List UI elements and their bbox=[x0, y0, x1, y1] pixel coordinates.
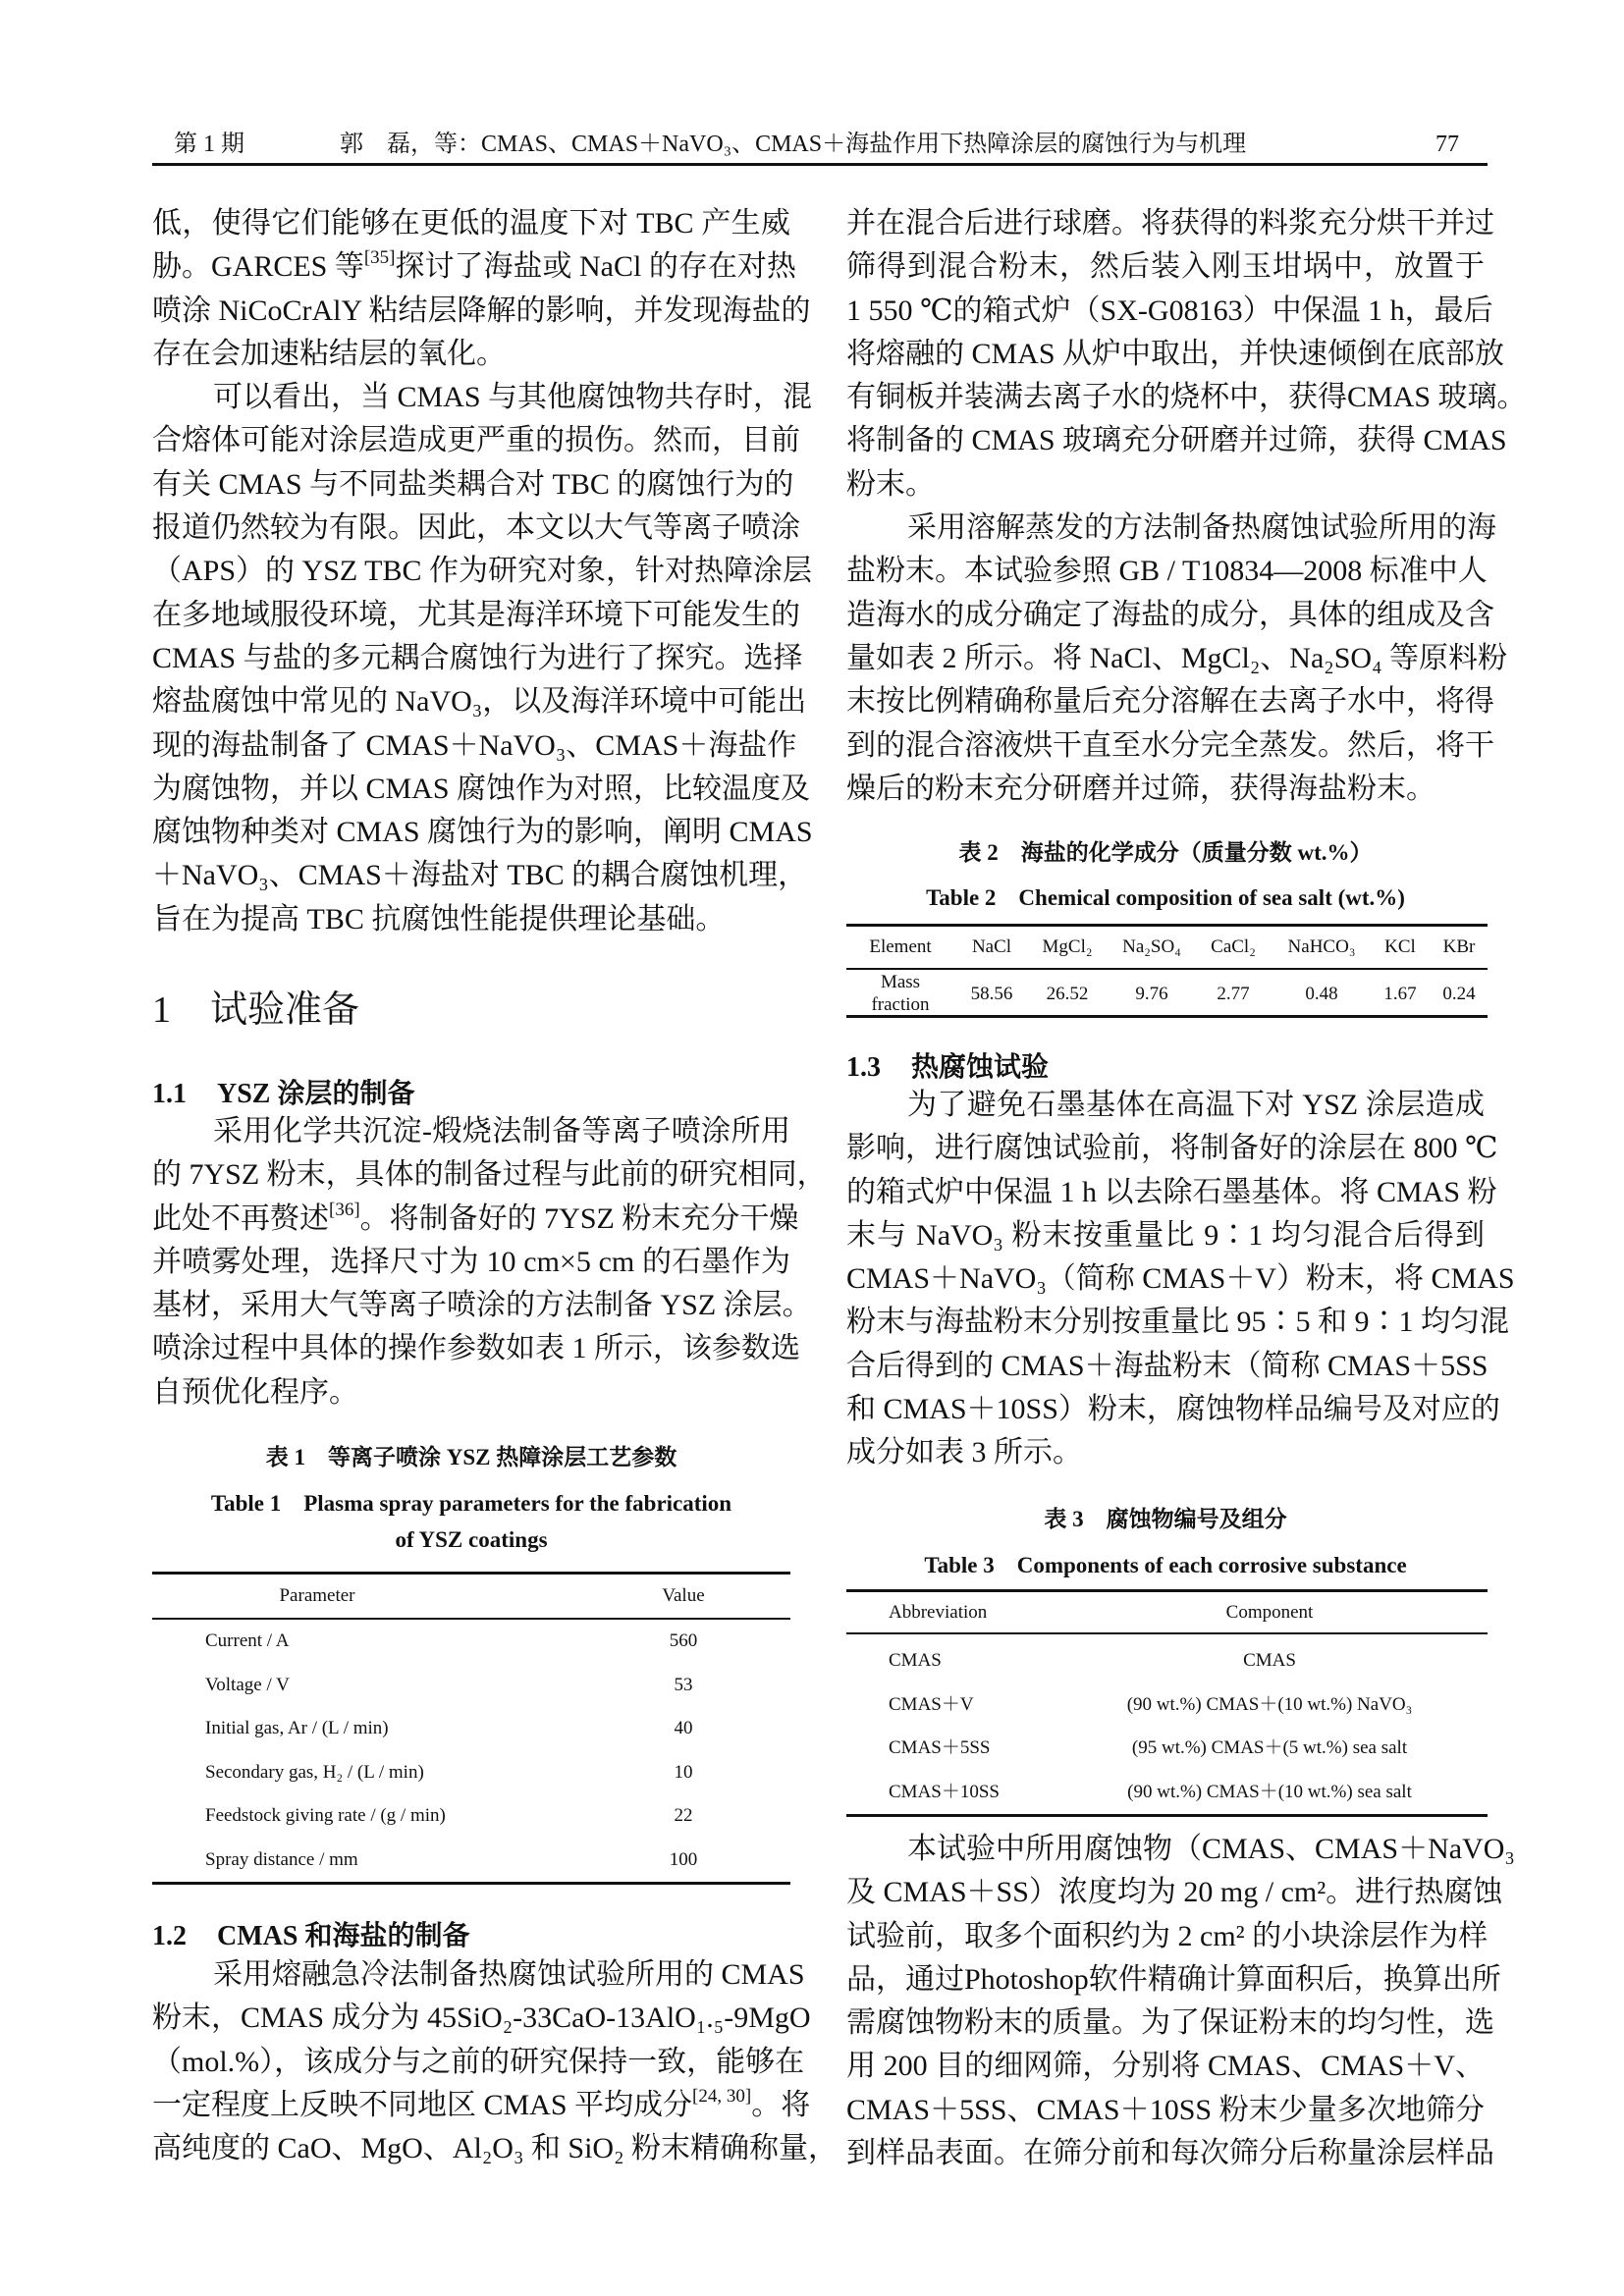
text-segment: 量如表 2 所示。将 NaCl、MgCl₂、Na₂SO₄ 等原料粉 bbox=[846, 641, 1508, 674]
text-segment: 将制备的 CMAS 玻璃充分研磨并过筛，获得 CMAS bbox=[846, 424, 1507, 457]
text-line bbox=[846, 376, 1527, 419]
text-line bbox=[152, 376, 813, 419]
citation: [24, 30] bbox=[692, 2085, 752, 2107]
value-cell: 26.52 bbox=[1046, 984, 1089, 1004]
column-header: Element bbox=[869, 936, 932, 957]
text-segment: 探讨了海盐或 NaCl 的存在对热 bbox=[395, 250, 796, 284]
text-segment: 喷涂 NiCoCrAlY 粘结层降解的影响，并发现海盐的 bbox=[152, 294, 811, 327]
text-line bbox=[846, 680, 1494, 723]
value-cell: 2.77 bbox=[1217, 984, 1250, 1004]
text-line bbox=[846, 594, 1494, 637]
parameter-cell: Initial gas, Ar / (L / min) bbox=[205, 1718, 389, 1739]
section-heading-1-2 bbox=[152, 1914, 469, 1953]
text-line bbox=[152, 2041, 805, 2084]
text-segment: 。将 bbox=[751, 2088, 811, 2121]
text-segment: 高纯度的 CaO、MgO、Al₂O₃ 和 SiO₂ 粉末精确称量， bbox=[152, 2132, 839, 2165]
text-segment: 品，通过Photoshop软件精确计算面积后，换算出所 bbox=[846, 1962, 1501, 1996]
text-line bbox=[152, 637, 803, 680]
text-segment: 采用熔融急冷法制备热腐蚀试验所用的 CMAS bbox=[213, 1958, 805, 1991]
text-line bbox=[152, 898, 790, 941]
issue-label: 第 1 期 bbox=[174, 132, 244, 157]
text-segment: 低，使得它们能够在更低的温度下对 TBC 产生威 bbox=[152, 207, 790, 240]
text-segment: 报道仍然较为有限。因此，本文以大气等离子喷涂 bbox=[152, 511, 800, 545]
text-line bbox=[846, 637, 1508, 680]
text-segment: 及 CMAS＋SS）浓度均为 20 mg / cm²。进行热腐蚀 bbox=[846, 1876, 1503, 1909]
text-segment: 粉末与海盐粉末分别按重量比 95∶5 和 9∶1 均匀混 bbox=[846, 1306, 1509, 1339]
text-segment: （APS）的 YSZ TBC 作为研究对象，针对热障涂层 bbox=[152, 555, 813, 588]
component-cell: (90 wt.%) CMAS＋(10 wt.%) sea salt bbox=[1127, 1781, 1412, 1802]
component-cell: (95 wt.%) CMAS＋(5 wt.%) sea salt bbox=[1131, 1737, 1408, 1759]
text-segment: CMAS 与盐的多元耦合腐蚀行为进行了探究。选择 bbox=[152, 641, 803, 674]
value-cell: 53 bbox=[674, 1674, 693, 1695]
text-segment: 的箱式炉中保温 1 h 以去除石墨基体。将 CMAS 粉 bbox=[846, 1175, 1497, 1208]
text-line bbox=[152, 202, 790, 245]
text-segment: 胁。GARCES 等 bbox=[152, 250, 364, 284]
text-line bbox=[846, 463, 1485, 507]
text-segment: 末按比例精确称量后充分溶解在去离子水中，将得 bbox=[846, 685, 1494, 719]
table3-top-rule bbox=[846, 1589, 1488, 1592]
column-header: CaCl₂ bbox=[1211, 936, 1256, 957]
right-intro-text bbox=[846, 202, 1527, 811]
text-line bbox=[152, 1153, 827, 1197]
text-line bbox=[152, 768, 811, 811]
text-line bbox=[846, 1828, 1515, 1871]
table2-header-rule bbox=[846, 968, 1488, 970]
text-line bbox=[846, 1257, 1515, 1301]
column-header: KBr bbox=[1442, 936, 1476, 957]
text-segment: 末与 NaVO₃ 粉末按重量比 9∶1 均匀混合后得到 bbox=[846, 1218, 1485, 1252]
table2-bottom-rule bbox=[846, 1015, 1488, 1018]
text-segment: 为腐蚀物，并以 CMAS 腐蚀作为对照，比较温度及 bbox=[152, 772, 811, 805]
text-segment: 一定程度上反映不同地区 CMAS 平均成分 bbox=[152, 2088, 693, 2121]
text-segment: 并在混合后进行球磨。将获得的料浆充分烘干并过 bbox=[846, 207, 1494, 240]
text-line bbox=[152, 463, 794, 507]
text-line bbox=[152, 333, 790, 376]
value-cell: 58.56 bbox=[970, 984, 1013, 1004]
text-line bbox=[152, 724, 797, 768]
citation: [36] bbox=[329, 1199, 360, 1220]
table1-caption-en: Table 1 Plasma spray parameters for the fabrication bbox=[210, 1491, 732, 1516]
text-segment: 存在会加速粘结层的氧化。 bbox=[152, 337, 506, 370]
text-line bbox=[152, 1997, 811, 2040]
text-segment: 此处不再赘述 bbox=[152, 1201, 329, 1235]
text-segment: 筛得到混合粉末，然后装入刚玉坩埚中，放置于 bbox=[846, 250, 1485, 284]
text-line bbox=[152, 1110, 790, 1153]
text-segment: 1 550 ℃的箱式炉（SX-G08163）中保温 1 h，最后 bbox=[846, 294, 1493, 327]
value-cell: 560 bbox=[669, 1630, 698, 1651]
text-segment: 粉末，CMAS 成分为 45SiO₂-33CaO-13AlO₁.₅-9MgO bbox=[152, 2002, 811, 2035]
text-line bbox=[152, 2127, 839, 2170]
section-1-2-text bbox=[152, 1953, 839, 2170]
text-line bbox=[152, 419, 800, 462]
text-line bbox=[846, 1171, 1497, 1214]
column-header: Value bbox=[662, 1585, 705, 1606]
text-segment: 用 200 目的细网筛，分别将 CMAS、CMAS＋V、 bbox=[846, 2050, 1485, 2083]
text-segment: 本试验中所用腐蚀物（CMAS、CMAS＋NaVO₃ bbox=[907, 1833, 1515, 1865]
section-heading-1-3 bbox=[846, 1045, 1049, 1085]
text-segment: 基材，采用大气等离子喷涂的方法制备 YSZ 涂层。 bbox=[152, 1289, 812, 1322]
parameter-cell: Current / A bbox=[205, 1630, 290, 1651]
section-title: 热腐蚀试验 bbox=[911, 1052, 1050, 1083]
section-title: 试验准备 bbox=[210, 989, 360, 1031]
text-line bbox=[152, 1953, 805, 1997]
text-line bbox=[846, 1301, 1509, 1344]
value-cell: 1.67 bbox=[1383, 984, 1417, 1004]
text-segment: ＋NaVO₃、CMAS＋海盐对 TBC 的耦合腐蚀机理， bbox=[152, 859, 808, 892]
section-title: YSZ 涂层的制备 bbox=[217, 1079, 415, 1109]
text-segment: 。将制备好的 7YSZ 粉末充分干燥 bbox=[359, 1201, 799, 1235]
text-segment: 合熔体可能对涂层造成更严重的损伤。然而，目前 bbox=[152, 424, 800, 457]
text-segment: 喷涂过程中具体的操作参数如表 1 所示，该参数选 bbox=[152, 1332, 800, 1365]
text-line bbox=[152, 1371, 790, 1415]
column-header: KCl bbox=[1384, 936, 1416, 957]
text-segment: 将熔融的 CMAS 从炉中取出，并快速倾倒在底部放 bbox=[846, 337, 1505, 370]
text-line bbox=[846, 1084, 1485, 1127]
table3-bottom-rule bbox=[846, 1814, 1488, 1817]
text-line bbox=[846, 1345, 1489, 1388]
text-line bbox=[846, 1871, 1503, 1914]
parameter-cell: Spray distance / mm bbox=[205, 1849, 358, 1870]
text-segment: 采用化学共沉淀-煅烧法制备等离子喷涂所用 bbox=[213, 1115, 790, 1148]
text-line bbox=[152, 1241, 790, 1284]
text-line bbox=[152, 854, 808, 897]
text-segment: 到的混合溶液烘干直至水分完全蒸发。然后，将干 bbox=[846, 728, 1494, 762]
column-header: Na₂SO₄ bbox=[1122, 936, 1181, 957]
text-line bbox=[152, 290, 811, 333]
table1-header-rule bbox=[152, 1618, 790, 1620]
value-cell: 10 bbox=[674, 1761, 693, 1783]
text-line bbox=[152, 811, 813, 854]
citation: [35] bbox=[363, 247, 396, 269]
text-segment: 并喷雾处理，选择尺寸为 10 cm×5 cm 的石墨作为 bbox=[152, 1245, 790, 1278]
text-segment: 影响，进行腐蚀试验前，将制备好的涂层在 800 ℃ bbox=[846, 1132, 1498, 1165]
text-segment: 燥后的粉末充分研磨并过筛，获得海盐粉末。 bbox=[846, 772, 1435, 805]
text-line bbox=[152, 1327, 800, 1370]
text-line bbox=[846, 1915, 1489, 1958]
text-line bbox=[846, 550, 1488, 593]
section-title: CMAS 和海盐的制备 bbox=[217, 1921, 470, 1951]
text-segment: 旨在为提高 TBC 抗腐蚀性能提供理论基础。 bbox=[152, 902, 726, 935]
text-line bbox=[846, 2002, 1494, 2045]
text-segment: 成分如表 3 所示。 bbox=[846, 1436, 1082, 1469]
column-header: MgCl₂ bbox=[1042, 936, 1093, 957]
text-segment: （mol.%），该成分与之前的研究保持一致，能够在 bbox=[152, 2045, 805, 2078]
table2-caption-cn: 表 2 海盐的化学成分（质量分数 wt.%） bbox=[958, 840, 1373, 865]
abbreviation-cell: CMAS＋5SS bbox=[889, 1737, 991, 1759]
column-header: Parameter bbox=[279, 1585, 355, 1606]
row-label: fraction bbox=[871, 994, 930, 1015]
text-segment: 腐蚀物种类对 CMAS 腐蚀行为的影响，阐明 CMAS bbox=[152, 816, 813, 849]
table3-caption-cn: 表 3 腐蚀物编号及组分 bbox=[1044, 1507, 1287, 1531]
text-line bbox=[846, 768, 1485, 811]
column-header: NaHCO₃ bbox=[1287, 936, 1356, 957]
text-segment: 到样品表面。在筛分前和每次筛分后称量涂层样品 bbox=[846, 2137, 1494, 2170]
table2-top-rule bbox=[846, 924, 1488, 927]
text-line bbox=[846, 724, 1494, 768]
table1-caption-cn: 表 1 等离子喷涂 YSZ 热障涂层工艺参数 bbox=[265, 1445, 677, 1469]
text-line bbox=[152, 507, 800, 550]
section-heading-1 bbox=[152, 979, 359, 1033]
text-line bbox=[846, 2089, 1485, 2132]
text-line bbox=[846, 290, 1493, 333]
text-line bbox=[846, 1388, 1500, 1431]
value-cell: 9.76 bbox=[1135, 984, 1168, 1004]
column-header: Component bbox=[1225, 1602, 1314, 1623]
text-line bbox=[846, 507, 1496, 550]
table3-caption-en: Table 3 Components of each corrosive substance bbox=[924, 1553, 1407, 1577]
text-segment: 有关 CMAS 与不同盐类耦合对 TBC 的腐蚀行为的 bbox=[152, 467, 794, 501]
page-number: 77 bbox=[1435, 132, 1459, 157]
text-segment: 现的海盐制备了 CMAS＋NaVO₃、CMAS＋海盐作 bbox=[152, 728, 797, 762]
text-segment: 熔盐腐蚀中常见的 NaVO₃，以及海洋环境中可能出 bbox=[152, 685, 807, 719]
abbreviation-cell: CMAS bbox=[889, 1650, 942, 1671]
text-line bbox=[152, 1284, 812, 1327]
text-line bbox=[846, 419, 1507, 462]
text-segment: 需腐蚀物粉末的质量。为了保证粉末的均匀性，选 bbox=[846, 2006, 1494, 2040]
row-label: Mass bbox=[880, 972, 921, 992]
text-line bbox=[152, 680, 807, 723]
text-segment: 可以看出，当 CMAS 与其他腐蚀物共存时，混 bbox=[213, 381, 813, 414]
table1-bottom-rule bbox=[152, 1882, 790, 1885]
text-segment: 为了避免石墨基体在高温下对 YSZ 涂层造成 bbox=[907, 1089, 1485, 1121]
column-header: NaCl bbox=[971, 936, 1012, 957]
text-line bbox=[846, 333, 1505, 376]
running-title: 郭 磊，等：CMAS、CMAS＋NaVO₃、CMAS＋海盐作用下热障涂层的腐蚀行为与机理 bbox=[340, 132, 1247, 157]
section-number: 1.2 bbox=[152, 1921, 187, 1951]
final-text bbox=[846, 1828, 1515, 2175]
text-segment: 采用溶解蒸发的方法制备热腐蚀试验所用的海 bbox=[907, 511, 1496, 545]
abbreviation-cell: CMAS＋10SS bbox=[889, 1781, 1000, 1802]
text-line bbox=[846, 202, 1494, 245]
section-1-1-text bbox=[152, 1110, 827, 1415]
text-segment: 盐粉末。本试验参照 GB / T10834—2008 标准中人 bbox=[846, 555, 1488, 588]
text-segment: 自预优化程序。 bbox=[152, 1375, 358, 1409]
parameter-cell: Secondary gas, H₂ / (L / min) bbox=[205, 1761, 424, 1783]
table1-top-rule bbox=[152, 1572, 790, 1575]
text-line bbox=[152, 2084, 811, 2127]
text-segment: 有铜板并装满去离子水的烧杯中，获得CMAS 玻璃。 bbox=[846, 381, 1527, 414]
table3-header-rule bbox=[846, 1632, 1488, 1634]
abbreviation-cell: CMAS＋V bbox=[889, 1693, 974, 1715]
text-line bbox=[846, 245, 1485, 289]
value-cell: 40 bbox=[674, 1718, 693, 1739]
text-line bbox=[846, 1127, 1498, 1170]
value-cell: 0.24 bbox=[1442, 984, 1476, 1004]
section-number: 1.1 bbox=[152, 1079, 187, 1109]
column-header: Abbreviation bbox=[889, 1602, 988, 1623]
text-segment: CMAS＋NaVO₃（简称 CMAS＋V）粉末，将 CMAS bbox=[846, 1262, 1515, 1296]
text-segment: 和 CMAS＋10SS）粉末，腐蚀物样品编号及对应的 bbox=[846, 1393, 1500, 1426]
value-cell: 22 bbox=[674, 1805, 693, 1827]
value-cell: 100 bbox=[669, 1849, 698, 1870]
text-line bbox=[152, 550, 813, 593]
text-line bbox=[846, 1958, 1501, 2002]
text-segment: 合后得到的 CMAS＋海盐粉末（简称 CMAS＋5SS bbox=[846, 1349, 1489, 1382]
text-segment: 在多地域服役环境，尤其是海洋环境下可能发生的 bbox=[152, 598, 800, 631]
parameter-cell: Voltage / V bbox=[205, 1674, 290, 1695]
table2-caption-en: Table 2 Chemical composition of sea salt (wt.%) bbox=[926, 885, 1405, 910]
section-number: 1 bbox=[152, 989, 171, 1031]
text-line bbox=[152, 1198, 799, 1241]
section-1-3-text bbox=[846, 1084, 1515, 1475]
text-line bbox=[846, 2045, 1485, 2088]
table1-caption-en-2: of YSZ coatings bbox=[395, 1527, 548, 1552]
parameter-cell: Feedstock giving rate / (g / min) bbox=[205, 1805, 446, 1827]
text-line bbox=[152, 594, 800, 637]
text-line bbox=[846, 1214, 1485, 1257]
section-heading-1-1 bbox=[152, 1072, 414, 1111]
component-cell: (90 wt.%) CMAS＋(10 wt.%) NaVO₃ bbox=[1126, 1693, 1413, 1715]
text-segment: CMAS＋5SS、CMAS＋10SS 粉末少量多次地筛分 bbox=[846, 2093, 1485, 2126]
text-segment: 造海水的成分确定了海盐的成分，具体的组成及含 bbox=[846, 598, 1494, 631]
header-rule bbox=[152, 163, 1488, 166]
text-segment: 的 7YSZ 粉末，具体的制备过程与此前的研究相同， bbox=[152, 1158, 827, 1192]
text-line bbox=[846, 2132, 1494, 2175]
text-segment: 粉末。 bbox=[846, 467, 935, 501]
section-number: 1.3 bbox=[846, 1052, 881, 1083]
component-cell: CMAS bbox=[1243, 1650, 1296, 1671]
text-segment: 试验前，取多个面积约为 2 cm² 的小块涂层作为样 bbox=[846, 1919, 1489, 1952]
intro-text bbox=[152, 202, 813, 941]
value-cell: 0.48 bbox=[1305, 984, 1338, 1004]
text-line bbox=[152, 245, 796, 289]
text-line bbox=[846, 1431, 1485, 1474]
